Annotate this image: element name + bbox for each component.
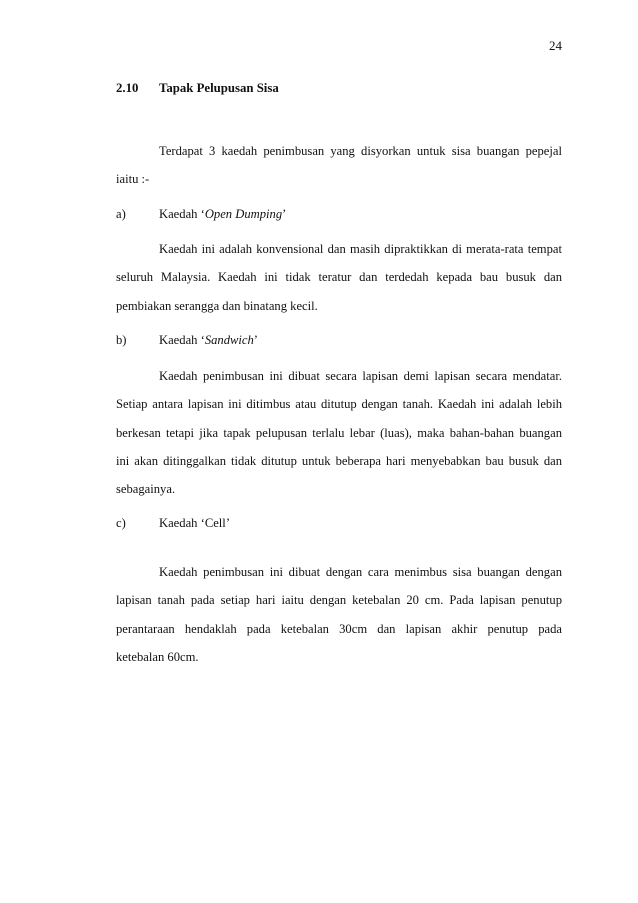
paragraph-line: Kaedah ini adalah konvensional dan masih dipraktikkan di merata-rata tempat [159, 242, 562, 256]
section-heading [116, 81, 279, 96]
paragraph-line: Kaedah penimbusan ini dibuat dengan cara menimbus sisa buangan dengan [159, 565, 562, 579]
method-name: Sandwich [204, 333, 254, 347]
paragraph-line: perantaraan hendaklah pada ketebalan 30cm dan lapisan akhir penutup pada [116, 621, 562, 636]
section-number: 2.10 [116, 81, 139, 95]
paragraph-line: Kaedah penimbusan ini dibuat secara lapisan demi lapisan secara mendatar. [159, 369, 562, 383]
page-number: 24 [549, 38, 562, 53]
paragraph-line: iaitu :- [116, 172, 150, 187]
paragraph-line: lapisan tanah pada setiap hari iaitu dengan ketebalan 20 cm. Pada lapisan penutup [116, 593, 562, 608]
method-label: c) [116, 516, 126, 530]
paragraph-line: berkesan tetapi jika tapak pelupusan terlalu lebar (luas), maka bahan-bahan buangan [116, 425, 562, 440]
method-heading-sandwich: b) Kaedah ‘Sandwich’ [116, 333, 258, 347]
method-name: Open Dumping [204, 207, 283, 221]
intro-paragraph [116, 137, 562, 194]
paragraph-line: sebagainya. [116, 482, 176, 497]
method-label: b) [116, 333, 127, 347]
method-heading-cell: c) Kaedah ‘Cell’ [116, 516, 231, 530]
method-paragraph-cell [116, 558, 562, 671]
paragraph-line: ketebalan 60cm. [116, 649, 199, 664]
paragraph-line: seluruh Malaysia. Kaedah ini tidak teratur dan terdedah kepada bau busuk dan [116, 270, 562, 285]
method-heading-open-dumping: a) Kaedah ‘Open Dumping’ [116, 207, 287, 221]
paragraph-line: Setiap antara lapisan ini ditimbus atau ditutup dengan tanah. Kaedah ini adalah lebih [116, 397, 562, 412]
section-title: Tapak Pelupusan Sisa [159, 81, 279, 95]
paragraph-line: pembiakan serangga dan binatang kecil. [116, 298, 318, 313]
method-name: Cell [204, 516, 226, 530]
method-label: a) [116, 207, 126, 221]
method-paragraph-open-dumping [116, 235, 562, 320]
paragraph-line: ini akan ditinggalkan tidak ditutup untuk beberapa hari menyebabkan bau busuk dan [116, 453, 562, 468]
method-paragraph-sandwich [116, 362, 562, 503]
paragraph-line: Terdapat 3 kaedah penimbusan yang disyorkan untuk sisa buangan pepejal [159, 144, 562, 158]
